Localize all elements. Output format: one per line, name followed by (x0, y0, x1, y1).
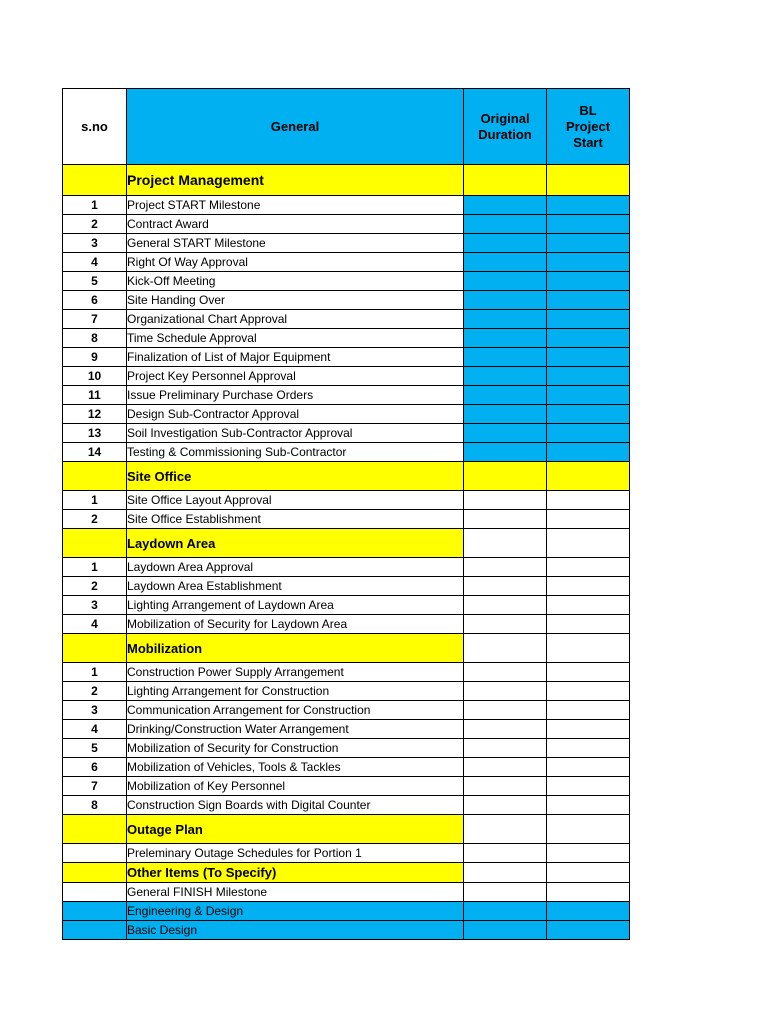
sno-cell: 5 (63, 739, 127, 758)
section-title: Project Management (127, 165, 464, 196)
section-title: Mobilization (127, 634, 464, 663)
bl-project-start-cell[interactable] (547, 663, 630, 682)
task-name-cell: Project Key Personnel Approval (127, 367, 464, 386)
bl-project-start-cell[interactable] (547, 329, 630, 348)
task-name-cell: Contract Award (127, 215, 464, 234)
original-duration-cell[interactable] (464, 663, 547, 682)
table-row (63, 663, 630, 682)
sno-cell (63, 921, 127, 940)
task-name-cell: Site Handing Over (127, 291, 464, 310)
table-row (63, 883, 630, 902)
task-name-cell: General FINISH Milestone (127, 883, 464, 902)
original-duration-cell[interactable] (464, 615, 547, 634)
original-duration-cell[interactable] (464, 510, 547, 529)
original-duration-cell[interactable] (464, 902, 547, 921)
sno-cell: 11 (63, 386, 127, 405)
sno-cell: 2 (63, 577, 127, 596)
header-bl-project-start: BL Project Start (547, 89, 630, 165)
sno-cell (63, 902, 127, 921)
sno-cell: 8 (63, 329, 127, 348)
section-sno-cell (63, 863, 127, 883)
original-duration-cell[interactable] (464, 405, 547, 424)
sno-cell: 1 (63, 491, 127, 510)
original-duration-cell[interactable] (464, 529, 547, 558)
section-row (63, 462, 630, 491)
section-row (63, 634, 630, 663)
bl-project-start-cell[interactable] (547, 443, 630, 462)
bl-project-start-cell[interactable] (547, 615, 630, 634)
bl-project-start-cell[interactable] (547, 596, 630, 615)
table-row (63, 329, 630, 348)
sno-cell: 1 (63, 663, 127, 682)
task-name-cell: Lighting Arrangement of Laydown Area (127, 596, 464, 615)
section-title: Laydown Area (127, 529, 464, 558)
original-duration-cell[interactable] (464, 272, 547, 291)
task-name-cell: Communication Arrangement for Construction (127, 701, 464, 720)
section-sno-cell (63, 165, 127, 196)
original-duration-cell[interactable] (464, 329, 547, 348)
table-row (63, 796, 630, 815)
table-row (63, 577, 630, 596)
table-row (63, 682, 630, 701)
original-duration-cell[interactable] (464, 253, 547, 272)
original-duration-cell[interactable] (464, 386, 547, 405)
bl-project-start-cell[interactable] (547, 234, 630, 253)
table-row (63, 720, 630, 739)
table-row (63, 615, 630, 634)
original-duration-cell[interactable] (464, 777, 547, 796)
header-sno: s.no (63, 89, 127, 165)
original-duration-cell[interactable] (464, 844, 547, 863)
section-row (63, 815, 630, 844)
task-name-cell: Construction Sign Boards with Digital Counter (127, 796, 464, 815)
table-row (63, 844, 630, 863)
bl-project-start-cell[interactable] (547, 883, 630, 902)
section-row (63, 863, 630, 883)
sno-cell: 4 (63, 720, 127, 739)
original-duration-cell[interactable] (464, 796, 547, 815)
section-row (63, 165, 630, 196)
bl-project-start-cell[interactable] (547, 815, 630, 844)
bl-project-start-cell[interactable] (547, 921, 630, 940)
sno-cell: 1 (63, 196, 127, 215)
original-duration-cell[interactable] (464, 701, 547, 720)
task-name-cell: Issue Preliminary Purchase Orders (127, 386, 464, 405)
bl-project-start-cell[interactable] (547, 844, 630, 863)
task-name-cell: Kick-Off Meeting (127, 272, 464, 291)
task-name-cell: Drinking/Construction Water Arrangement (127, 720, 464, 739)
sno-cell: 13 (63, 424, 127, 443)
bl-project-start-cell[interactable] (547, 510, 630, 529)
original-duration-cell[interactable] (464, 577, 547, 596)
sno-cell: 6 (63, 291, 127, 310)
original-duration-cell[interactable] (464, 215, 547, 234)
task-name-cell: Design Sub-Contractor Approval (127, 405, 464, 424)
section-sno-cell (63, 462, 127, 491)
task-name-cell: Time Schedule Approval (127, 329, 464, 348)
sno-cell: 5 (63, 272, 127, 291)
table-row (63, 310, 630, 329)
section-sno-cell (63, 634, 127, 663)
task-name-cell: Site Office Layout Approval (127, 491, 464, 510)
original-duration-cell[interactable] (464, 196, 547, 215)
sno-cell: 2 (63, 682, 127, 701)
bl-project-start-cell[interactable] (547, 634, 630, 663)
table-row (63, 405, 630, 424)
section-title: Outage Plan (127, 815, 464, 844)
original-duration-cell[interactable] (464, 367, 547, 386)
sno-cell: 1 (63, 558, 127, 577)
table-row (63, 558, 630, 577)
original-duration-cell[interactable] (464, 596, 547, 615)
sno-cell: 9 (63, 348, 127, 367)
bl-project-start-cell[interactable] (547, 215, 630, 234)
bl-project-start-cell[interactable] (547, 796, 630, 815)
table-row (63, 386, 630, 405)
bl-project-start-cell[interactable] (547, 272, 630, 291)
table-row (63, 367, 630, 386)
task-name-cell: Organizational Chart Approval (127, 310, 464, 329)
sno-cell: 12 (63, 405, 127, 424)
bl-project-start-cell[interactable] (547, 863, 630, 883)
sno-cell: 2 (63, 215, 127, 234)
table-row (63, 921, 630, 940)
table-row (63, 596, 630, 615)
bl-project-start-cell[interactable] (547, 405, 630, 424)
sno-cell: 4 (63, 615, 127, 634)
section-title: Other Items (To Specify) (127, 863, 464, 883)
task-name-cell: Engineering & Design (127, 902, 464, 921)
sno-cell (63, 883, 127, 902)
sno-cell: 10 (63, 367, 127, 386)
table-row (63, 739, 630, 758)
original-duration-cell[interactable] (464, 682, 547, 701)
table-row (63, 215, 630, 234)
bl-project-start-cell[interactable] (547, 196, 630, 215)
original-duration-cell[interactable] (464, 165, 547, 196)
bl-project-start-cell[interactable] (547, 902, 630, 921)
table-row (63, 234, 630, 253)
original-duration-cell[interactable] (464, 634, 547, 663)
section-sno-cell (63, 815, 127, 844)
table-row (63, 902, 630, 921)
task-name-cell: Finalization of List of Major Equipment (127, 348, 464, 367)
bl-project-start-cell[interactable] (547, 558, 630, 577)
original-duration-cell[interactable] (464, 863, 547, 883)
header-original-duration: Original Duration (464, 89, 547, 165)
section-row (63, 529, 630, 558)
bl-project-start-cell[interactable] (547, 701, 630, 720)
task-name-cell: Testing & Commissioning Sub-Contractor (127, 443, 464, 462)
original-duration-cell[interactable] (464, 815, 547, 844)
table-row (63, 701, 630, 720)
original-duration-cell[interactable] (464, 291, 547, 310)
bl-project-start-cell[interactable] (547, 291, 630, 310)
sno-cell: 8 (63, 796, 127, 815)
table-row (63, 348, 630, 367)
section-title: Site Office (127, 462, 464, 491)
table-row (63, 253, 630, 272)
sno-cell: 7 (63, 310, 127, 329)
table-row (63, 758, 630, 777)
bl-project-start-cell[interactable] (547, 165, 630, 196)
original-duration-cell[interactable] (464, 739, 547, 758)
schedule-rows (63, 165, 630, 940)
sno-cell: 4 (63, 253, 127, 272)
bl-project-start-cell[interactable] (547, 462, 630, 491)
table-row (63, 510, 630, 529)
task-name-cell: Site Office Establishment (127, 510, 464, 529)
original-duration-cell[interactable] (464, 758, 547, 777)
task-name-cell: General START Milestone (127, 234, 464, 253)
task-name-cell: Mobilization of Key Personnel (127, 777, 464, 796)
original-duration-cell[interactable] (464, 720, 547, 739)
task-name-cell: Mobilization of Security for Construction (127, 739, 464, 758)
original-duration-cell[interactable] (464, 558, 547, 577)
task-name-cell: Soil Investigation Sub-Contractor Approval (127, 424, 464, 443)
bl-project-start-cell[interactable] (547, 577, 630, 596)
sno-cell: 3 (63, 596, 127, 615)
original-duration-cell[interactable] (464, 443, 547, 462)
schedule-table (62, 88, 630, 940)
task-name-cell: Laydown Area Approval (127, 558, 464, 577)
table-row (63, 196, 630, 215)
bl-project-start-cell[interactable] (547, 758, 630, 777)
table-row (63, 777, 630, 796)
bl-project-start-cell[interactable] (547, 739, 630, 758)
task-name-cell: Preleminary Outage Schedules for Portion 1 (127, 844, 464, 863)
sno-cell: 2 (63, 510, 127, 529)
task-name-cell: Right Of Way Approval (127, 253, 464, 272)
sno-cell: 7 (63, 777, 127, 796)
sno-cell: 3 (63, 701, 127, 720)
task-name-cell: Basic Design (127, 921, 464, 940)
bl-project-start-cell[interactable] (547, 491, 630, 510)
task-name-cell: Project START Milestone (127, 196, 464, 215)
sno-cell: 3 (63, 234, 127, 253)
sno-cell: 14 (63, 443, 127, 462)
original-duration-cell[interactable] (464, 883, 547, 902)
header-row (63, 89, 630, 165)
original-duration-cell[interactable] (464, 462, 547, 491)
header-general: General (127, 89, 464, 165)
bl-project-start-cell[interactable] (547, 720, 630, 739)
original-duration-cell[interactable] (464, 234, 547, 253)
sno-cell: 6 (63, 758, 127, 777)
bl-project-start-cell[interactable] (547, 348, 630, 367)
table-row (63, 291, 630, 310)
task-name-cell: Mobilization of Security for Laydown Area (127, 615, 464, 634)
bl-project-start-cell[interactable] (547, 424, 630, 443)
original-duration-cell[interactable] (464, 310, 547, 329)
bl-project-start-cell[interactable] (547, 529, 630, 558)
table-row (63, 443, 630, 462)
table-row (63, 272, 630, 291)
original-duration-cell[interactable] (464, 348, 547, 367)
original-duration-cell[interactable] (464, 921, 547, 940)
table-row (63, 491, 630, 510)
task-name-cell: Lighting Arrangement for Construction (127, 682, 464, 701)
task-name-cell: Construction Power Supply Arrangement (127, 663, 464, 682)
task-name-cell: Mobilization of Vehicles, Tools & Tackles (127, 758, 464, 777)
original-duration-cell[interactable] (464, 424, 547, 443)
task-name-cell: Laydown Area Establishment (127, 577, 464, 596)
bl-project-start-cell[interactable] (547, 253, 630, 272)
table-row (63, 424, 630, 443)
bl-project-start-cell[interactable] (547, 777, 630, 796)
original-duration-cell[interactable] (464, 491, 547, 510)
bl-project-start-cell[interactable] (547, 682, 630, 701)
bl-project-start-cell[interactable] (547, 310, 630, 329)
bl-project-start-cell[interactable] (547, 367, 630, 386)
section-sno-cell (63, 529, 127, 558)
bl-project-start-cell[interactable] (547, 386, 630, 405)
sno-cell (63, 844, 127, 863)
